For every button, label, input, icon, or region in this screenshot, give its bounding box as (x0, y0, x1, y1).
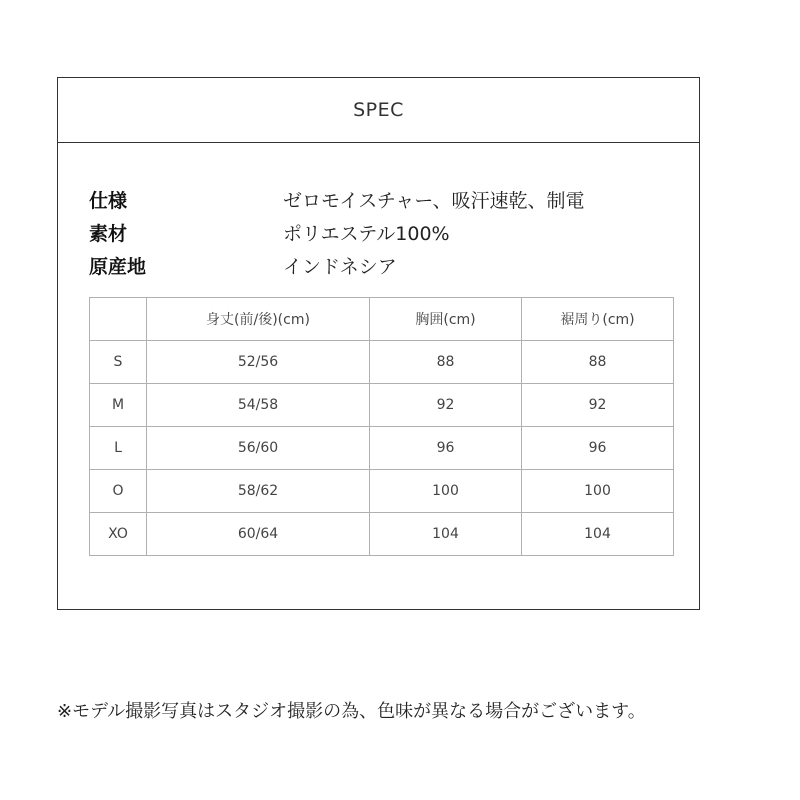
table-cell-chest: 92 (370, 384, 522, 427)
table-cell-chest: 100 (370, 470, 522, 513)
property-row-material (89, 216, 585, 249)
table-row (90, 341, 674, 384)
table-cell-hem: 88 (522, 341, 674, 384)
table-cell-length: 56/60 (147, 427, 370, 470)
spec-properties (89, 183, 585, 282)
table-cell-size: M (90, 384, 147, 427)
table-cell-length: 52/56 (147, 341, 370, 384)
table-cell-hem: 104 (522, 513, 674, 556)
table-row (90, 513, 674, 556)
property-value: インドネシア (283, 256, 397, 278)
property-value: ポリエステル100% (283, 223, 450, 245)
table-header-size (90, 298, 147, 341)
table-cell-size: S (90, 341, 147, 384)
property-label: 原産地 (89, 256, 147, 278)
table-cell-length: 54/58 (147, 384, 370, 427)
table-cell-hem: 100 (522, 470, 674, 513)
table-header-hem: 裾周り(cm) (522, 298, 674, 341)
table-cell-hem: 92 (522, 384, 674, 427)
table-cell-chest: 104 (370, 513, 522, 556)
table-header-chest: 胸囲(cm) (370, 298, 522, 341)
table-cell-size: XO (90, 513, 147, 556)
spec-panel (57, 77, 700, 610)
table-cell-size: O (90, 470, 147, 513)
property-row-origin (89, 249, 585, 282)
property-value: ゼロモイスチャー、吸汗速乾、制電 (283, 190, 585, 212)
table-cell-length: 58/62 (147, 470, 370, 513)
table-row (90, 470, 674, 513)
table-row (90, 427, 674, 470)
table-cell-size: L (90, 427, 147, 470)
table-cell-hem: 96 (522, 427, 674, 470)
size-table (89, 297, 674, 556)
table-cell-length: 60/64 (147, 513, 370, 556)
table-cell-chest: 96 (370, 427, 522, 470)
table-cell-chest: 88 (370, 341, 522, 384)
property-row-spec (89, 183, 585, 216)
property-label: 素材 (89, 223, 128, 245)
spec-title: SPEC (58, 78, 699, 143)
table-row (90, 384, 674, 427)
table-header-row (90, 298, 674, 341)
property-label: 仕様 (89, 190, 128, 212)
disclaimer-note: ※モデル撮影写真はスタジオ撮影の為、色味が異なる場合がございます。 (57, 701, 646, 722)
table-header-length: 身丈(前/後)(cm) (147, 298, 370, 341)
